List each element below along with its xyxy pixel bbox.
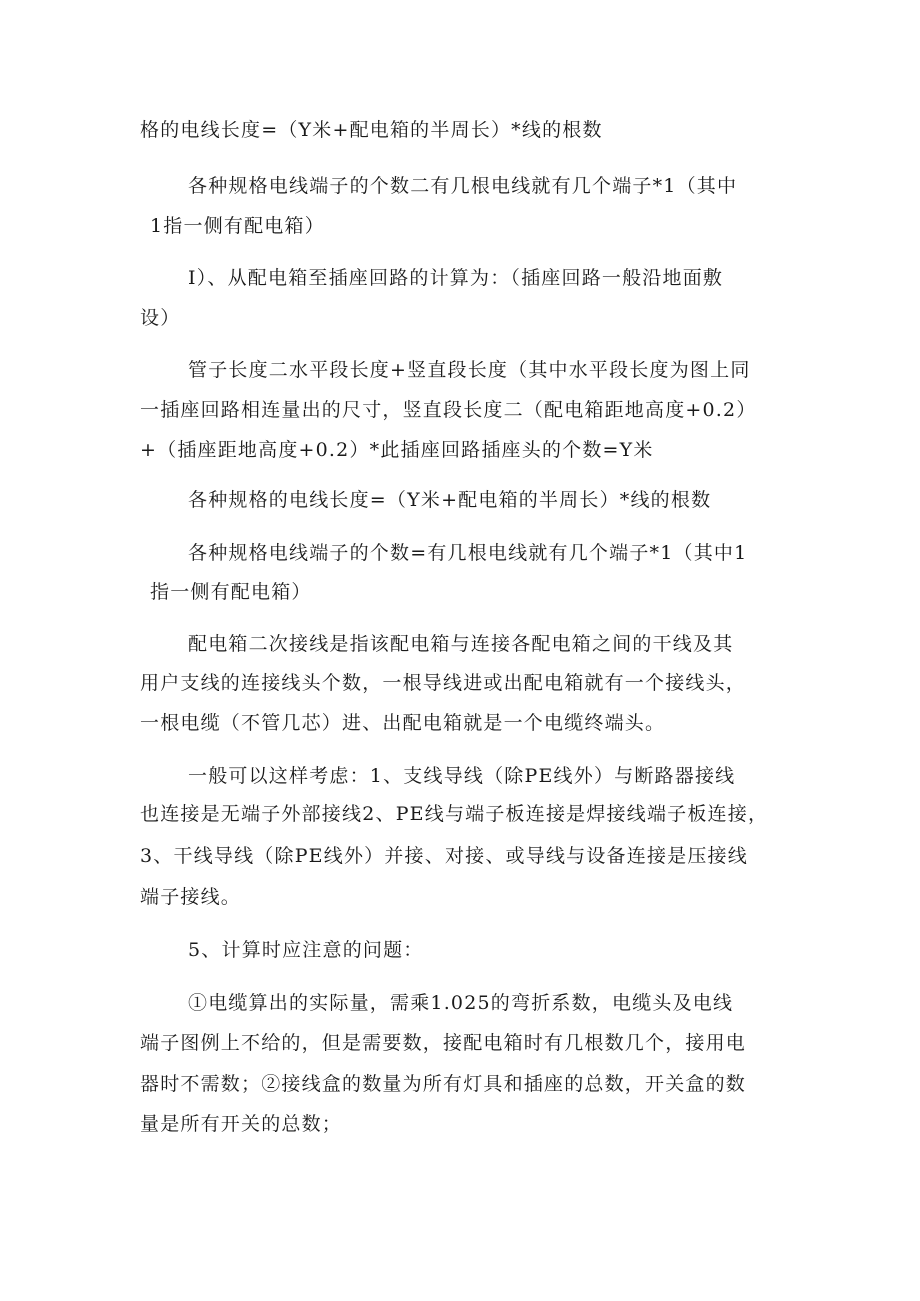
text-line: 一般可以这样考虑：1、支线导线（除PE线外）与断路器接线 [188,765,736,787]
text-line: 端子接线。 [140,886,242,908]
text-line: 指一侧有配电箱） [150,581,312,603]
text-line: 配电箱二次接线是指该配电箱与连接各配电箱之间的干线及其 [188,633,734,655]
text-line: ①电缆算出的实际量，需乘1.025的弯折系数，电缆头及电线 [188,992,734,1014]
text-line: 各种规格的电线长度=（Y米+配电箱的半周长）*线的根数 [188,489,712,511]
text-line: 各种规格电线端子的个数=有几根电线就有几个端子*1（其中1 [188,542,748,564]
text-line: 3、干线导线（除PE线外）并接、对接、或导线与设备连接是压接线 [140,845,748,867]
text-line: 1指一侧有配电箱） [150,215,325,237]
text-line: 也连接是无端子外部接线2、PE线与端子板连接是焊接线端子板连接， [140,803,769,825]
text-line: 一根电缆（不管几芯）进、出配电箱就是一个电缆终端头。 [140,712,666,734]
text-line: I）、从配电箱至插座回路的计算为：（插座回路一般沿地面敷 [188,267,724,289]
text-line: 量是所有开关的总数； [140,1113,343,1135]
text-line: 端子图例上不给的，但是需要数，接配电箱时有几根数几个，接用电 [140,1032,747,1054]
text-line: 一插座回路相连量出的尺寸，竖直段长度二（配电箱距地高度+0.2） [140,399,757,421]
text-line: 格的电线长度=（Y米+配电箱的半周长）*线的根数 [140,119,603,141]
text-line: 用户支线的连接线头个数，一根导线进或出配电箱就有一个接线头， [140,672,747,694]
text-line: 各种规格电线端子的个数二有几根电线就有几个端子*1（其中 [188,175,738,197]
text-line: 器时不需数；②接线盒的数量为所有灯具和插座的总数，开关盒的数 [140,1073,747,1095]
text-line: +（插座距地高度+0.2）*此插座回路插座头的个数=Y米 [140,439,654,461]
text-line: 5、计算时应注意的问题： [188,939,424,961]
text-line: 设） [140,307,181,329]
text-line: 管子长度二水平段长度+竖直段长度（其中水平段长度为图上同 [188,359,751,381]
